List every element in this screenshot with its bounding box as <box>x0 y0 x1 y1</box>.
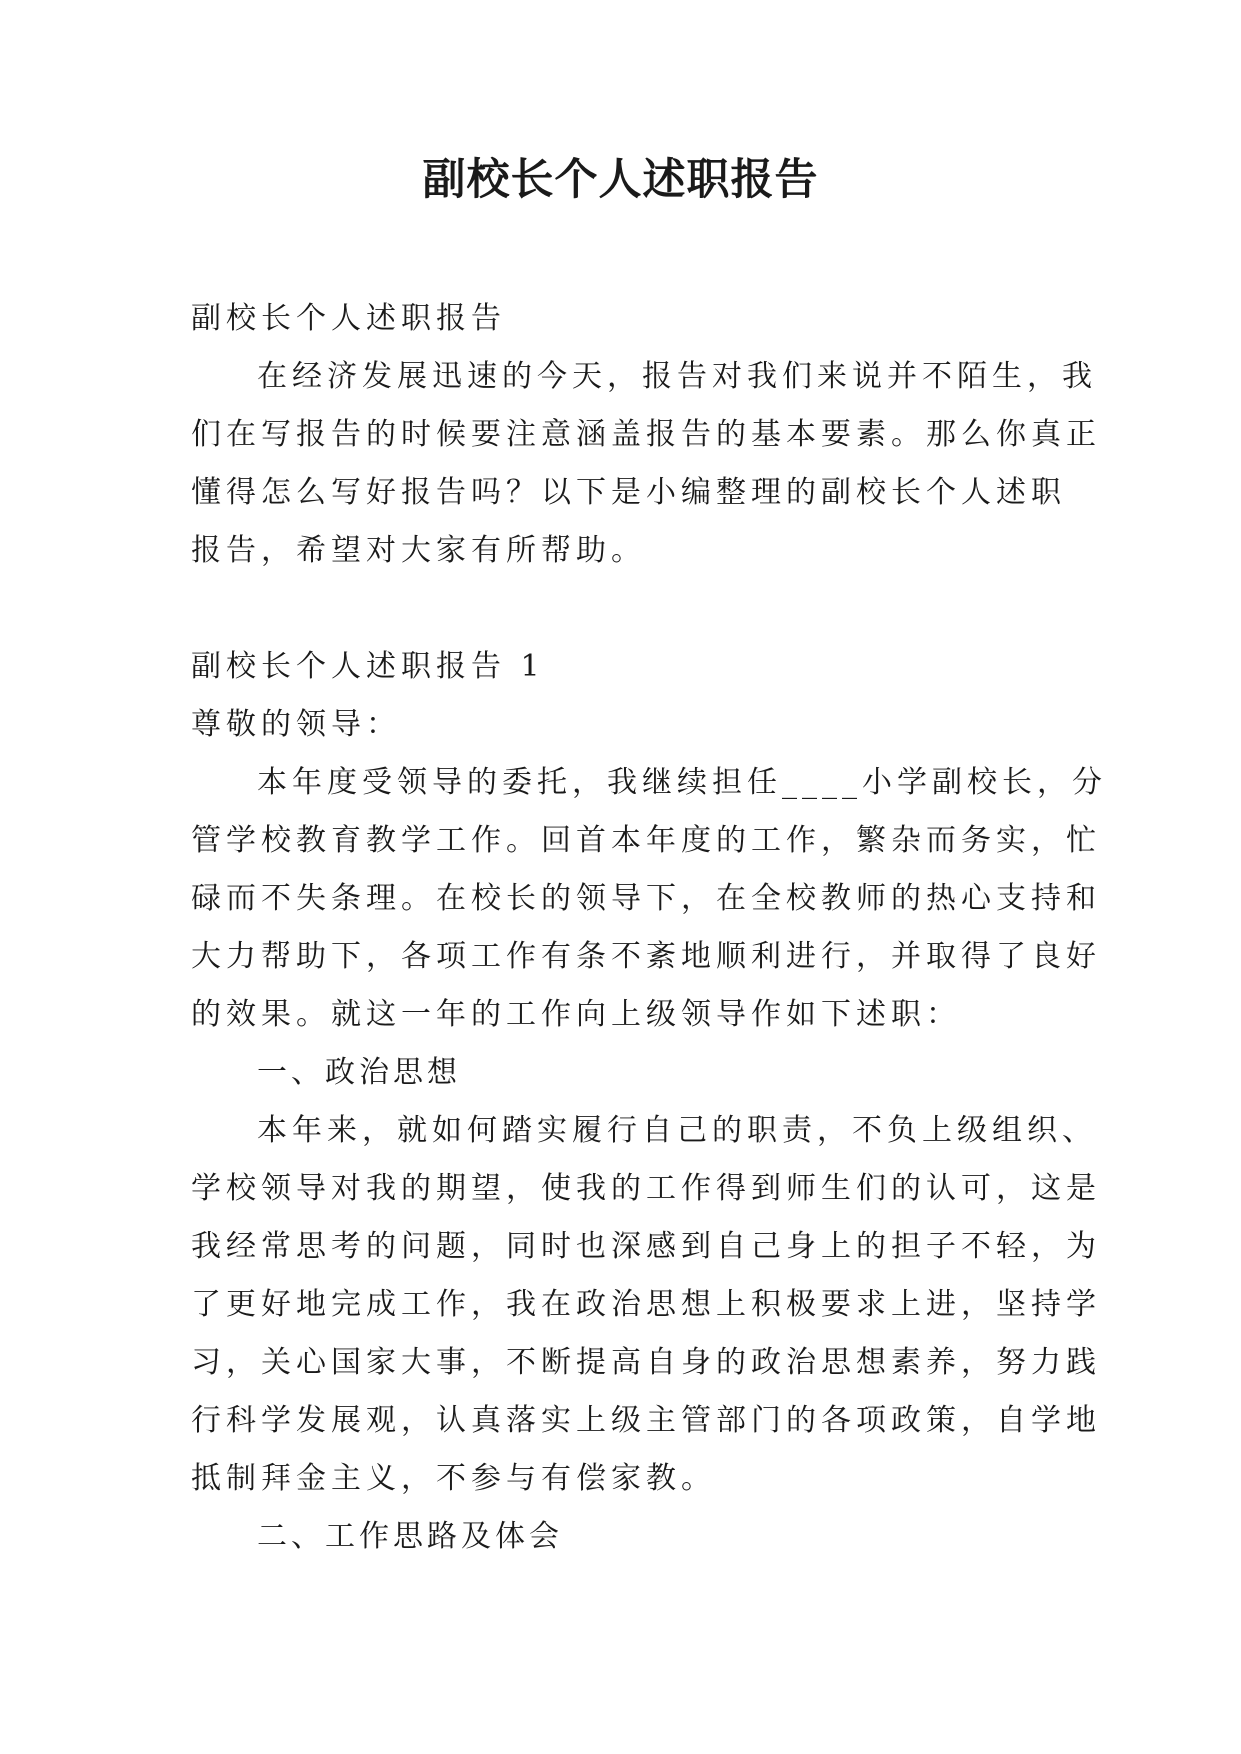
body-line: 抵制拜金主义，不参与有偿家教。 <box>191 1461 716 1496</box>
body-line: 学校领导对我的期望，使我的工作得到师生们的认可，这是 <box>191 1171 1101 1206</box>
intro-line: 们在写报告的时候要注意涵盖报告的基本要素。那么你真正 <box>191 417 1101 452</box>
body-line: 管学校教育教学工作。回首本年度的工作，繁杂而务实，忙 <box>191 823 1101 858</box>
document-body <box>191 290 1107 1566</box>
paragraph-spacer <box>191 580 1057 638</box>
section-heading: 一、政治思想 <box>257 1055 461 1090</box>
intro-line: 在经济发展迅速的今天，报告对我们来说并不陌生，我 <box>257 359 1097 394</box>
document-subtitle: 副校长个人述职报告 <box>191 301 506 336</box>
salutation: 尊敬的领导： <box>191 707 401 742</box>
body-line: 习，关心国家大事，不断提高自身的政治思想素养，努力践 <box>191 1345 1101 1380</box>
document-title: 副校长个人述职报告 <box>422 155 819 205</box>
body-line: 的效果。就这一年的工作向上级领导作如下述职： <box>191 997 961 1032</box>
body-line: 行科学发展观，认真落实上级主管部门的各项政策，自学地 <box>191 1403 1101 1438</box>
body-line: 碌而不失条理。在校长的领导下，在全校教师的热心支持和 <box>191 881 1101 916</box>
intro-line: 报告，希望对大家有所帮助。 <box>191 533 646 568</box>
section-title: 副校长个人述职报告 1 <box>191 649 545 684</box>
section-heading: 二、工作思路及体会 <box>257 1519 563 1554</box>
body-line: 本年来，就如何踏实履行自己的职责，不负上级组织、 <box>257 1113 1097 1148</box>
intro-line: 懂得怎么写好报告吗？以下是小编整理的副校长个人述职 <box>191 475 1066 510</box>
body-line: 大力帮助下，各项工作有条不紊地顺利进行，并取得了良好 <box>191 939 1101 974</box>
body-line: 了更好地完成工作，我在政治思想上积极要求上进，坚持学 <box>191 1287 1101 1322</box>
body-line: 我经常思考的问题，同时也深感到自己身上的担子不轻，为 <box>191 1229 1101 1264</box>
body-line: 本年度受领导的委托，我继续担任____小学副校长，分 <box>257 765 1107 800</box>
